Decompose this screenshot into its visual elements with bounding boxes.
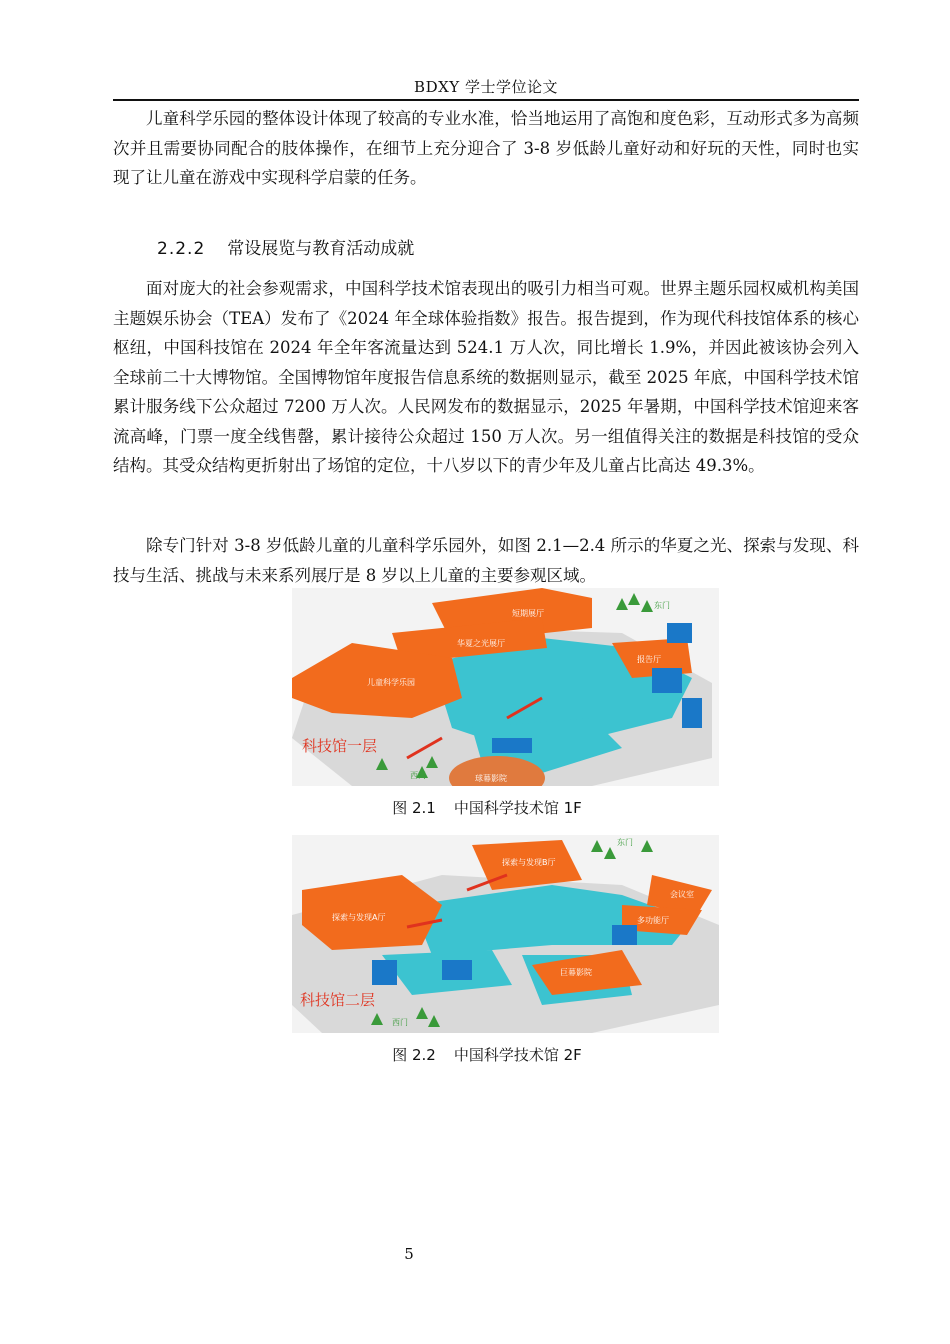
section-heading <box>157 234 414 259</box>
header-rule <box>113 99 859 101</box>
room-label: 西门 <box>410 771 426 780</box>
section-number: 2.2.2 <box>157 239 206 259</box>
figure-number: 图 2.1 <box>392 799 436 817</box>
room-label: 探索与发现B厅 <box>502 858 556 867</box>
figure-2-caption <box>292 1044 682 1065</box>
running-header: BDXY 学士学位论文 <box>414 78 558 96</box>
room-label: 西门 <box>392 1018 408 1027</box>
figure-2f-map <box>292 835 719 1033</box>
floor-map-1f-image <box>292 588 719 786</box>
paragraph-3: 除专门针对 3-8 岁低龄儿童的儿童科学乐园外，如图 2.1—2.4 所示的华夏之光、探索与发现、科技与生活、挑战与未来系列展厅是 8 岁以上儿童的主要参观区域。 <box>113 536 859 585</box>
room-label: 报告厅 <box>637 655 661 664</box>
room-label: 球幕影院 <box>475 774 507 783</box>
paragraph-2: 面对庞大的社会参观需求，中国科学技术馆表现出的吸引力相当可观。世界主题乐园权威机构美国主题娱乐协会（TEA）发布了《2024 年全球体验指数》报告。报告提到，作为现代科技馆体系的核心枢纽，中国科技馆在 2024 年全年客流量达到 524.1 万人次，同比增长 1.9%，并因此被该协会列入全球前二十大博物馆。全国博物馆年度报告信息系统的数据则显示，截至 2025 年底，中国科学技术馆累计服务线下公众超过 7200 万人次。人民网发布的数据显示，2025 年暑期，中国科学技术馆迎来客流高峰，门票一度全线售罄，累计接待公众超过 150 万人次。另一组值得关注的数据是科技馆的受众结构。其受众结构更折射出了场馆的定位，十八岁以下的青少年及儿童占比高达 49.3%。 <box>113 279 859 475</box>
room-label: 多功能厅 <box>637 916 669 925</box>
paragraph-1: 儿童科学乐园的整体设计体现了较高的专业水准，恰当地运用了高饱和度色彩，互动形式多为高频次并且需要协同配合的肢体操作，在细节上充分迎合了 3-8 岁低龄儿童好动和好玩的天性，同时也实现了让儿童在游戏中实现科学启蒙的任务。 <box>113 109 859 187</box>
figure-1-caption <box>292 797 682 818</box>
floor-label: 科技馆二层 <box>300 991 376 1009</box>
room-label: 会议室 <box>670 890 694 899</box>
figure-number: 图 2.2 <box>392 1046 436 1064</box>
figure-1f-map <box>292 588 719 786</box>
room-label: 巨幕影院 <box>560 968 592 977</box>
room-label: 儿童科学乐园 <box>367 678 415 687</box>
room-label: 短期展厅 <box>512 609 544 618</box>
room-label: 华夏之光展厅 <box>457 639 505 648</box>
room-label: 东门 <box>617 838 633 847</box>
floor-label: 科技馆一层 <box>302 737 378 755</box>
page-number: 5 <box>404 1245 414 1263</box>
room-label: 东门 <box>654 601 670 610</box>
figure-caption-text: 中国科学技术馆 2F <box>453 1046 582 1064</box>
figure-caption-text: 中国科学技术馆 1F <box>453 799 582 817</box>
floor-map-2f-image <box>292 835 719 1033</box>
room-label: 探索与发现A厅 <box>332 913 386 922</box>
section-title: 常设展览与教育活动成就 <box>227 239 415 259</box>
